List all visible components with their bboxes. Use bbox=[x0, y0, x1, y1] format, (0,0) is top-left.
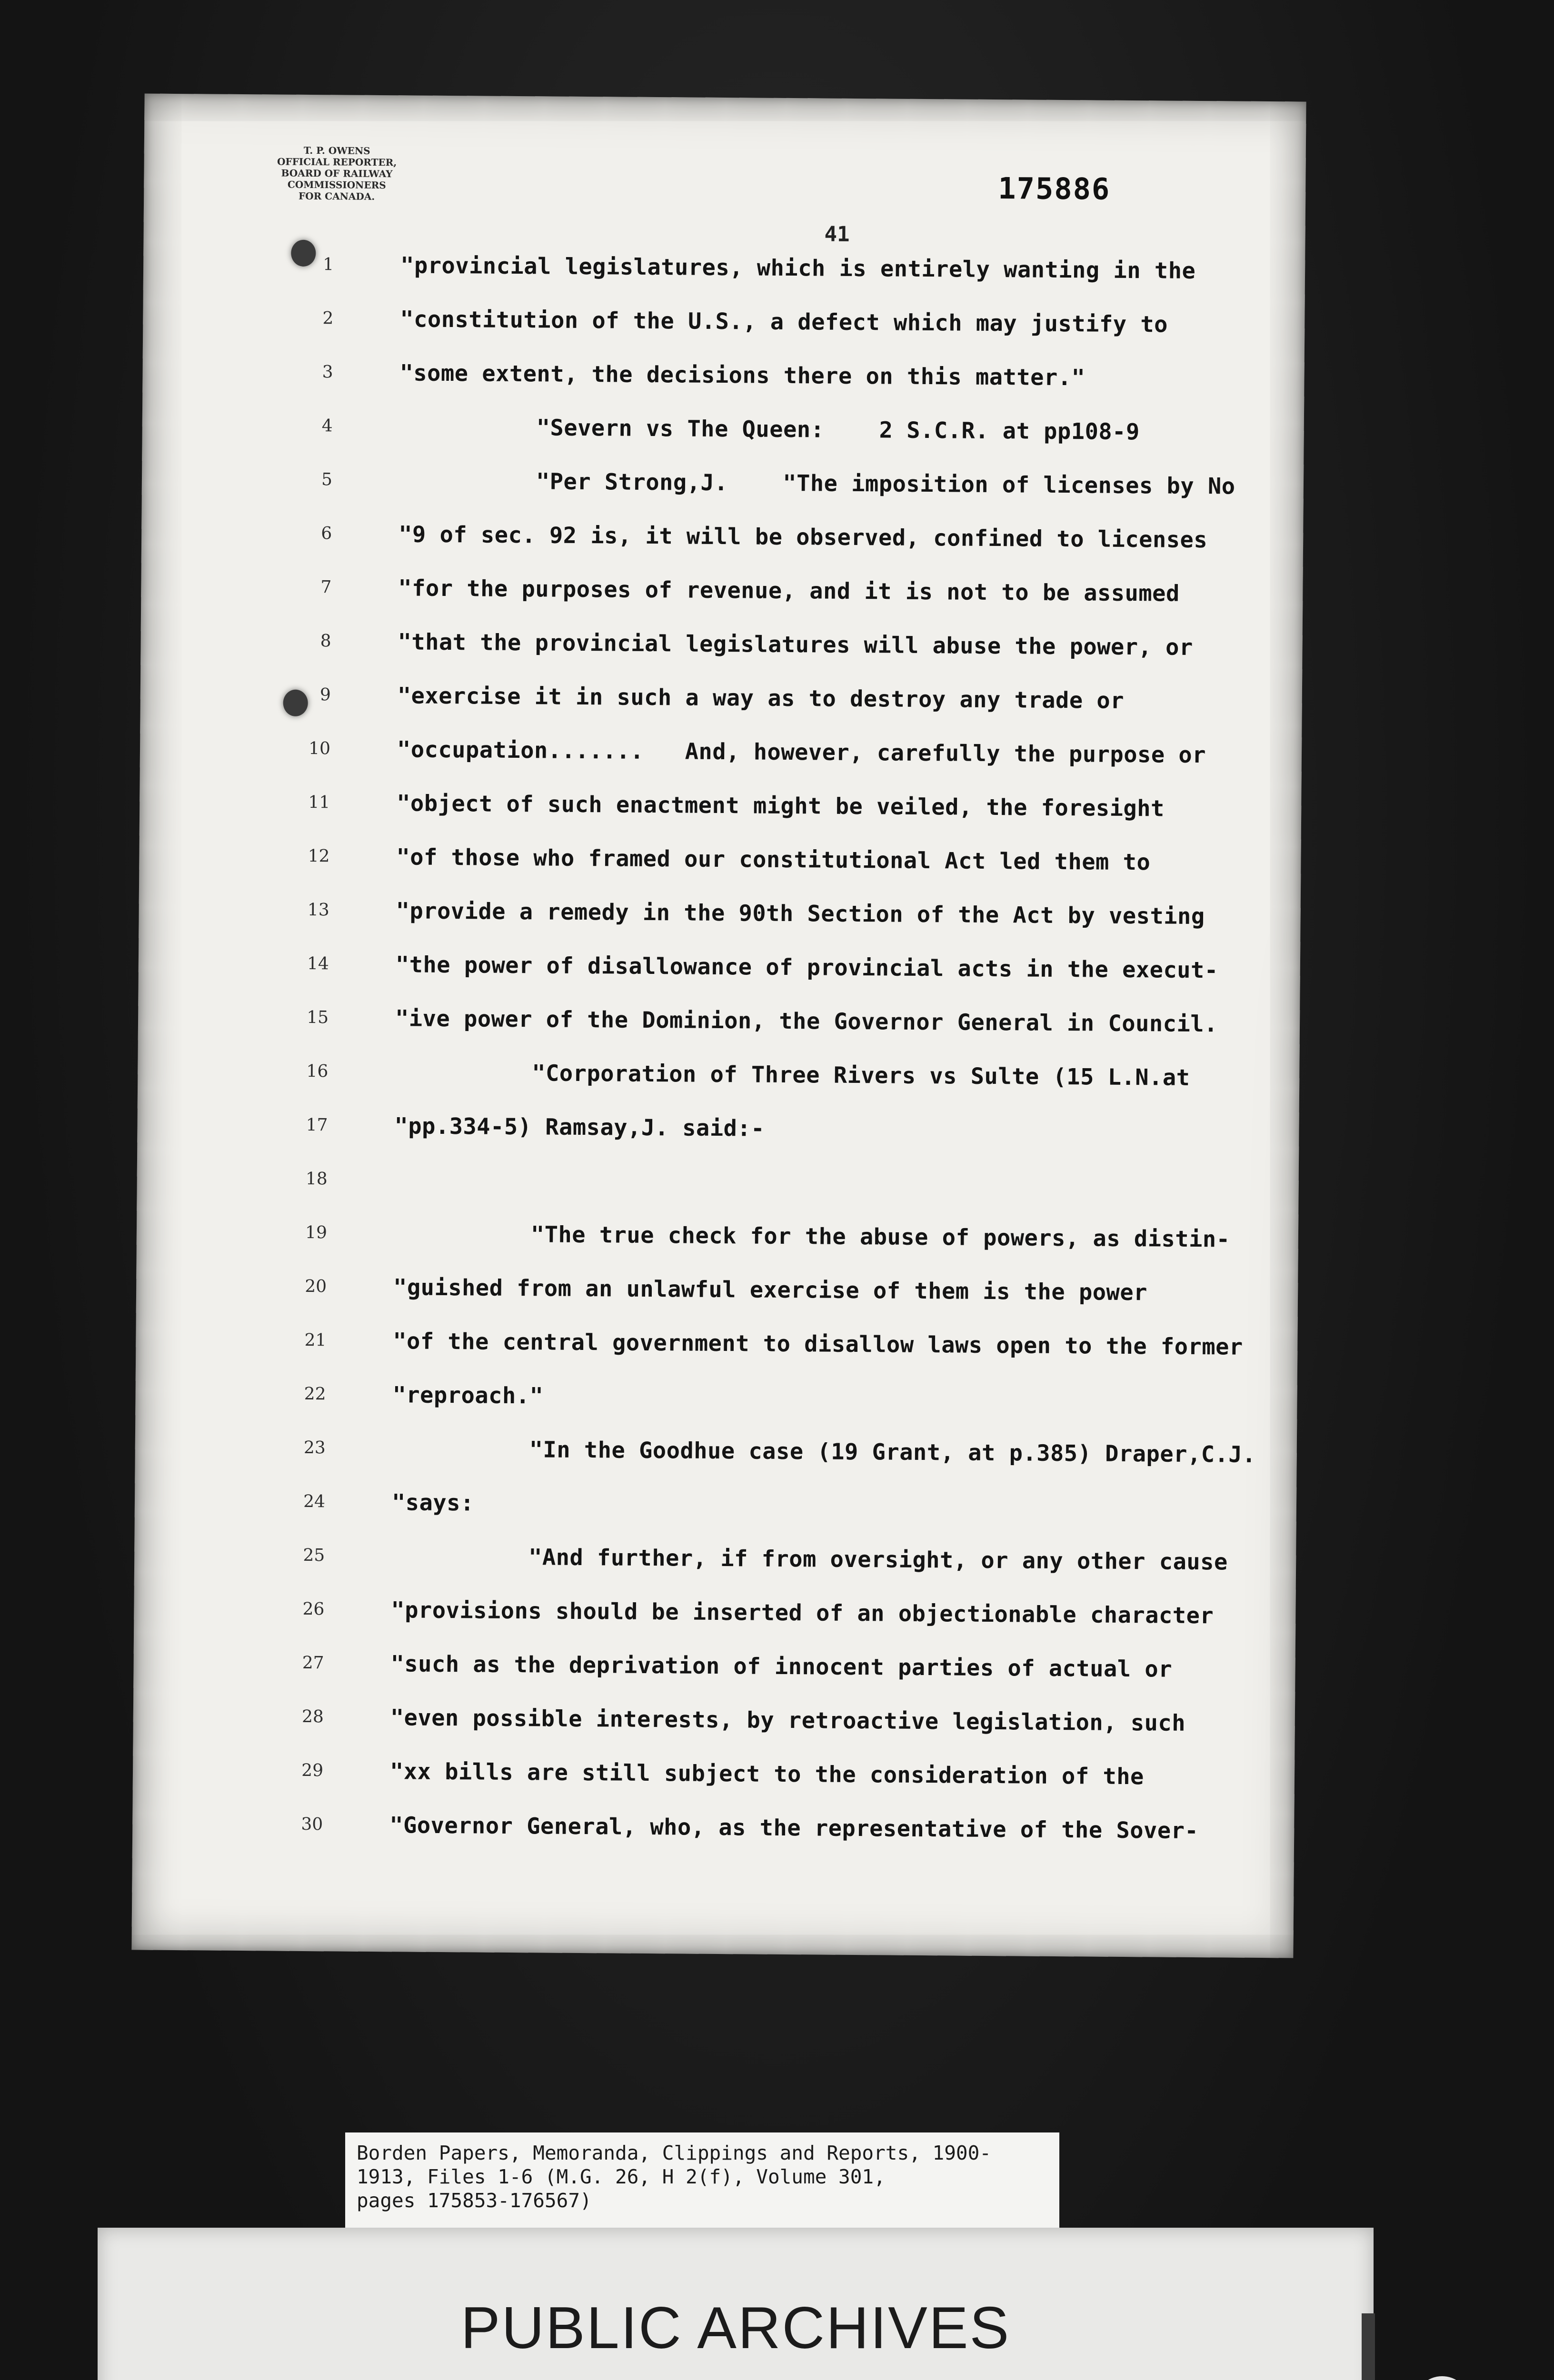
transcript-line: "exercise it in such a way as to destroy any trade or bbox=[397, 683, 1125, 714]
line-number: 13 bbox=[307, 900, 329, 920]
line-number: 17 bbox=[306, 1115, 328, 1135]
line-number: 15 bbox=[307, 1007, 329, 1028]
line-number: 9 bbox=[319, 685, 331, 705]
line-number: 21 bbox=[304, 1330, 327, 1350]
transcript-line: "provincial legislatures, which is entirely wanting in the bbox=[400, 252, 1196, 284]
transcript-line: "says: bbox=[391, 1489, 474, 1517]
transcript-line: "Per Strong,J. "The imposition of licenses by No bbox=[398, 467, 1235, 500]
transcript-line: "some extent, the decisions there on this matter." bbox=[399, 360, 1086, 391]
line-number: 3 bbox=[322, 362, 333, 382]
line-number: 26 bbox=[302, 1599, 325, 1619]
line-number: 2 bbox=[322, 308, 334, 328]
line-number: 29 bbox=[301, 1760, 324, 1781]
transcript-line: "provisions should be inserted of an objectionable character bbox=[391, 1597, 1214, 1629]
page-number: 41 bbox=[824, 222, 850, 247]
line-number: 22 bbox=[304, 1384, 326, 1404]
transcript-line bbox=[394, 1167, 1418, 1174]
transcript-line: "9 of sec. 92 is, it will be observed, confined to licenses bbox=[398, 521, 1208, 554]
line-number: 10 bbox=[309, 738, 331, 759]
reporter-stamp: T. P. OWENS OFFICIAL REPORTER, BOARD OF RAILWAY COMMISSIONERS FOR CANADA. bbox=[277, 144, 397, 202]
banner-line-english: PUBLIC ARCHIVES bbox=[460, 2295, 1011, 2361]
public-archives-banner bbox=[98, 2228, 1374, 2380]
transcript-line: "for the purposes of revenue, and it is not to be assumed bbox=[398, 575, 1180, 607]
banner-edge bbox=[1362, 2313, 1375, 2380]
transcript-line: "occupation....... And, however, carefully the purpose or bbox=[397, 736, 1206, 769]
transcript-line: "xx bills are still subject to the consideration of the bbox=[389, 1758, 1145, 1790]
document-page bbox=[131, 94, 1306, 1958]
line-number: 6 bbox=[321, 524, 332, 544]
citation-label: Borden Papers, Memoranda, Clippings and Reports, 1900- 1913, Files 1-6 (M.G. 26, H 2(f), Volume 301, pages 175853-176567) bbox=[345, 2132, 1059, 2242]
line-number: 28 bbox=[301, 1706, 324, 1727]
transcript-line: "of the central government to disallow laws open to the former bbox=[393, 1328, 1243, 1360]
document-number: 175886 bbox=[998, 171, 1111, 207]
line-number: 24 bbox=[303, 1491, 326, 1512]
transcript-line: "And further, if from oversight, or any other cause bbox=[391, 1543, 1228, 1576]
transcript-line: "Severn vs The Queen: 2 S.C.R. at pp108-9 bbox=[399, 414, 1140, 446]
transcript-line: "pp.334-5) Ramsay,J. said:- bbox=[394, 1113, 765, 1142]
transcript-line: "Corporation of Three Rivers vs Sulte (15 L.N.at bbox=[395, 1059, 1190, 1091]
line-number: 19 bbox=[305, 1222, 328, 1243]
line-number: 30 bbox=[301, 1814, 323, 1835]
transcript-line: "of those who framed our constitutional Act led them to bbox=[396, 844, 1151, 876]
transcript-line: "such as the deprivation of innocent parties of actual or bbox=[390, 1651, 1173, 1683]
line-number: 18 bbox=[305, 1169, 328, 1189]
line-number: 5 bbox=[321, 470, 333, 490]
line-number: 27 bbox=[302, 1653, 324, 1673]
line-number: 7 bbox=[320, 577, 332, 597]
transcript-line: "provide a remedy in the 90th Section of the Act by vesting bbox=[396, 898, 1205, 930]
transcript-line: "object of such enactment might be veiled, the foresight bbox=[397, 790, 1165, 822]
line-number: 20 bbox=[305, 1276, 327, 1297]
transcript-line: "constitution of the U.S., a defect which may justify to bbox=[400, 306, 1168, 338]
line-number: 25 bbox=[303, 1545, 325, 1566]
transcript-line: "Governor General, who, as the representative of the Sover- bbox=[389, 1812, 1199, 1844]
transcript-line: "ive power of the Dominion, the Governor General in Council. bbox=[395, 1005, 1218, 1038]
line-number: 14 bbox=[307, 953, 329, 974]
transcript-line: "In the Goodhue case (19 Grant, at p.385) Draper,C.J. bbox=[392, 1436, 1256, 1468]
line-number: 8 bbox=[320, 631, 331, 651]
transcript-line: "guished from an unlawful exercise of them is the power bbox=[393, 1274, 1148, 1306]
line-number: 23 bbox=[303, 1438, 326, 1458]
line-number: 16 bbox=[306, 1061, 329, 1081]
transcript-line: "The true check for the abuse of powers, as distin- bbox=[393, 1220, 1230, 1253]
line-number: 11 bbox=[308, 792, 330, 813]
transcript-line: "that the provincial legislatures will abuse the power, or bbox=[398, 629, 1193, 661]
transcript-line: "the power of disallowance of provincial acts in the execut- bbox=[395, 952, 1218, 984]
line-number: 12 bbox=[308, 846, 330, 866]
transcript-line: "even possible interests, by retroactive legislation, such bbox=[390, 1705, 1186, 1736]
line-number: 1 bbox=[323, 255, 334, 275]
transcript-line: "reproach." bbox=[392, 1382, 544, 1409]
line-number: 4 bbox=[321, 416, 333, 436]
